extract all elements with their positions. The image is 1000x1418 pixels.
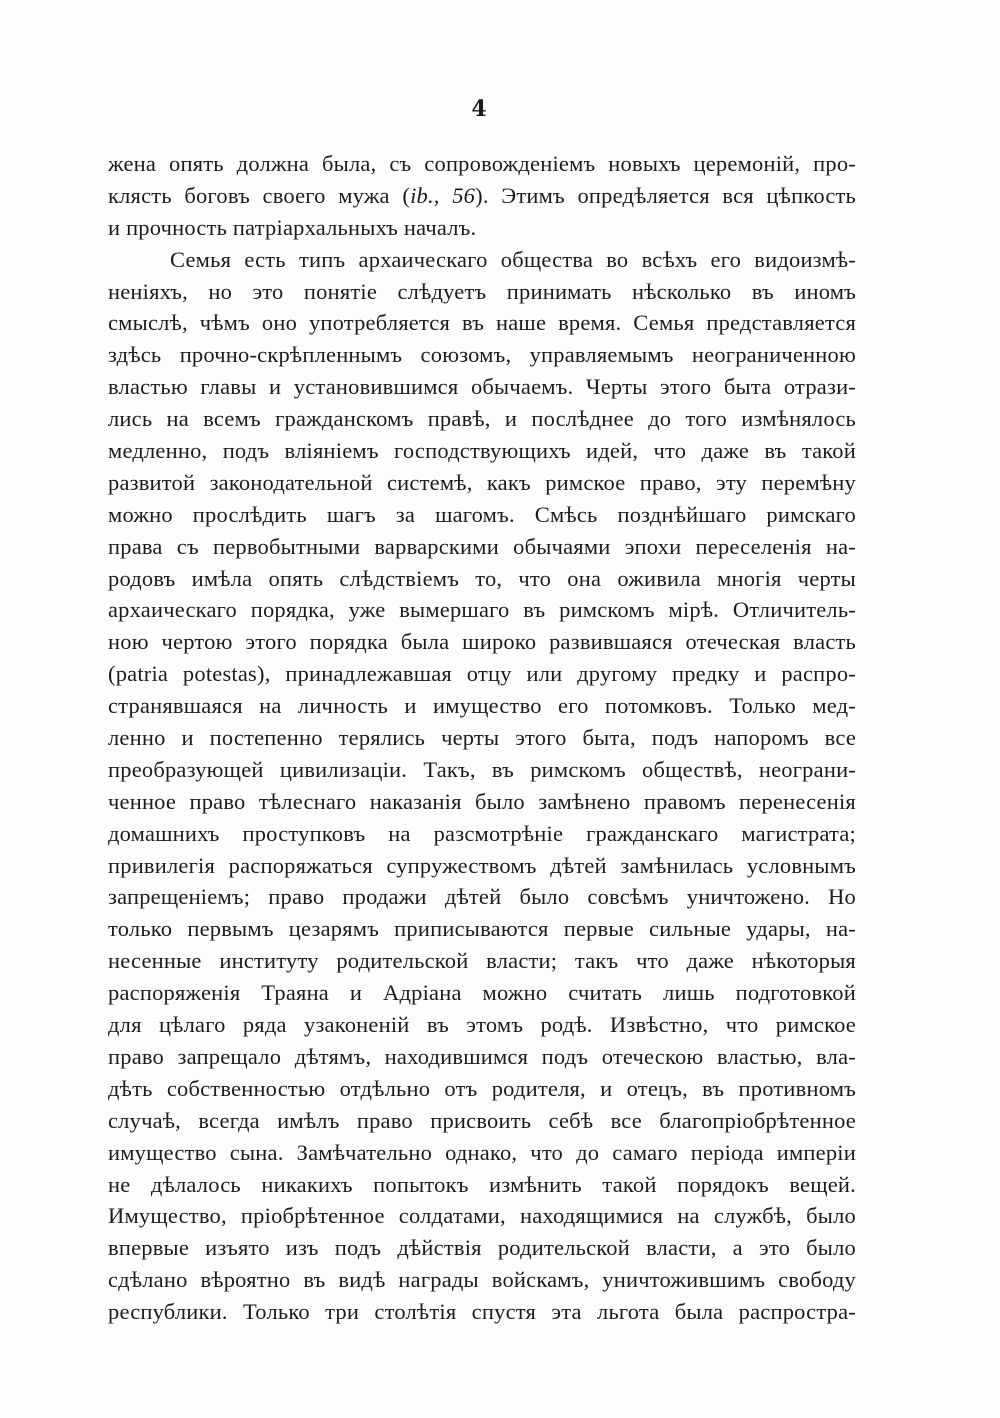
text-line: республики. Только три столѣтія спустя эта льгота была распростра- xyxy=(108,1299,856,1325)
text-line: распоряженія Траяна и Адріана можно считать лишь подготовкой xyxy=(108,980,856,1006)
text-line: несенные институту родительской власти; такъ что даже нѣкоторыя xyxy=(108,948,856,974)
text-line: развитой законодательной системѣ, какъ римское право, эту перемѣну xyxy=(108,469,856,495)
text-line: имущество сына. Замѣчательно однако, что до самаго періода имперіи xyxy=(108,1139,856,1165)
text-line: архаическаго порядка, уже вымершаго въ римскомъ мірѣ. Отличитель- xyxy=(108,597,856,623)
text-line: клясть боговъ своего мужа (ib., 56). Этимъ опредѣляется вся цѣпкость xyxy=(108,182,857,208)
text-line: только первымъ цезарямъ приписываются первые сильные удары, на- xyxy=(108,916,856,942)
text-line: домашнихъ проступковъ на разсмотрѣніе гражданскаго магистрата; xyxy=(108,820,856,846)
text-line: случаѣ, всегда имѣлъ право присвоить себѣ все благопріобрѣтенное xyxy=(108,1107,856,1133)
text-line: Имущество, пріобрѣтенное солдатами, находящимися на службѣ, было xyxy=(108,1203,856,1229)
text-line: можно прослѣдить шагъ за шагомъ. Смѣсь позднѣйшаго римскаго xyxy=(108,501,856,527)
text-line: право запрещало дѣтямъ, находившимся подъ отеческою властью, вла- xyxy=(108,1043,856,1069)
body-text xyxy=(108,148,856,1328)
text-line: преобразующей цивилизаціи. Такъ, въ римскомъ обществѣ, неограни- xyxy=(108,756,856,782)
text-line: медленно, подъ вліяніемъ господствующихъ идей, что даже въ такой xyxy=(108,438,856,464)
text-line: дѣть собственностью отдѣльно отъ родителя, и отецъ, въ противномъ xyxy=(108,1075,856,1101)
text-line: жена опять должна была, съ сопровожденіемъ новыхъ церемоній, про- xyxy=(108,151,856,176)
text-line: привилегія распоряжаться супружествомъ дѣтей замѣнилась условнымъ xyxy=(108,852,856,878)
text-line: и прочность патріархальныхъ началъ. xyxy=(108,214,477,240)
text-line: не дѣлалось никакихъ попытокъ измѣнить такой порядокъ вещей. xyxy=(108,1171,856,1197)
text-line: неніяхъ, но это понятіе слѣдуетъ принимать нѣсколько въ иномъ xyxy=(108,278,856,304)
text-line: впервые изъято изъ подъ дѣйствія родительской власти, а это было xyxy=(108,1235,856,1261)
text-line: ленно и постепенно терялись черты этого быта, подъ напоромъ все xyxy=(108,725,856,751)
text-line: сдѣлано вѣроятно въ видѣ награды войскамъ, уничтожившимъ свободу xyxy=(108,1267,856,1293)
text-line: ною чертою этого порядка была широко развившаяся отеческая власть xyxy=(108,629,856,655)
citation: ib., 56 xyxy=(410,182,476,208)
text-line: (patria potestas), принадлежавшая отцу или другому предку и распро- xyxy=(108,661,856,687)
text-line: здѣсь прочно-скрѣпленнымъ союзомъ, управляемымъ неограниченною xyxy=(108,342,856,368)
paragraph-first-line: Семья есть типъ архаическаго общества во всѣхъ его видоизмѣ- xyxy=(170,246,856,272)
text-line: ченное право тѣлеснаго наказанія было замѣнено правомъ перенесенія xyxy=(108,788,856,814)
text-line: права съ первобытными варварскими обычаями эпохи переселенія на- xyxy=(108,533,856,559)
text-line: для цѣлаго ряда узаконеній въ этомъ родѣ. Извѣстно, что римское xyxy=(108,1012,856,1038)
text-line: властью главы и установившимся обычаемъ. Черты этого быта отрази- xyxy=(108,374,856,400)
text-line: лись на всемъ гражданскомъ правѣ, и послѣднее до того измѣнялось xyxy=(108,406,856,432)
text-line: смыслѣ, чѣмъ оно употребляется въ наше время. Семья представляется xyxy=(108,310,856,336)
text-line: родовъ имѣла опять слѣдствіемъ то, что она оживила многія черты xyxy=(108,565,856,591)
text-line: странявшаяся на личность и имущество его потомковъ. Только мед- xyxy=(108,693,856,719)
page-number: 4 xyxy=(471,96,487,122)
text-line: запрещеніемъ; право продажи дѣтей было совсѣмъ уничтожено. Но xyxy=(108,884,856,910)
